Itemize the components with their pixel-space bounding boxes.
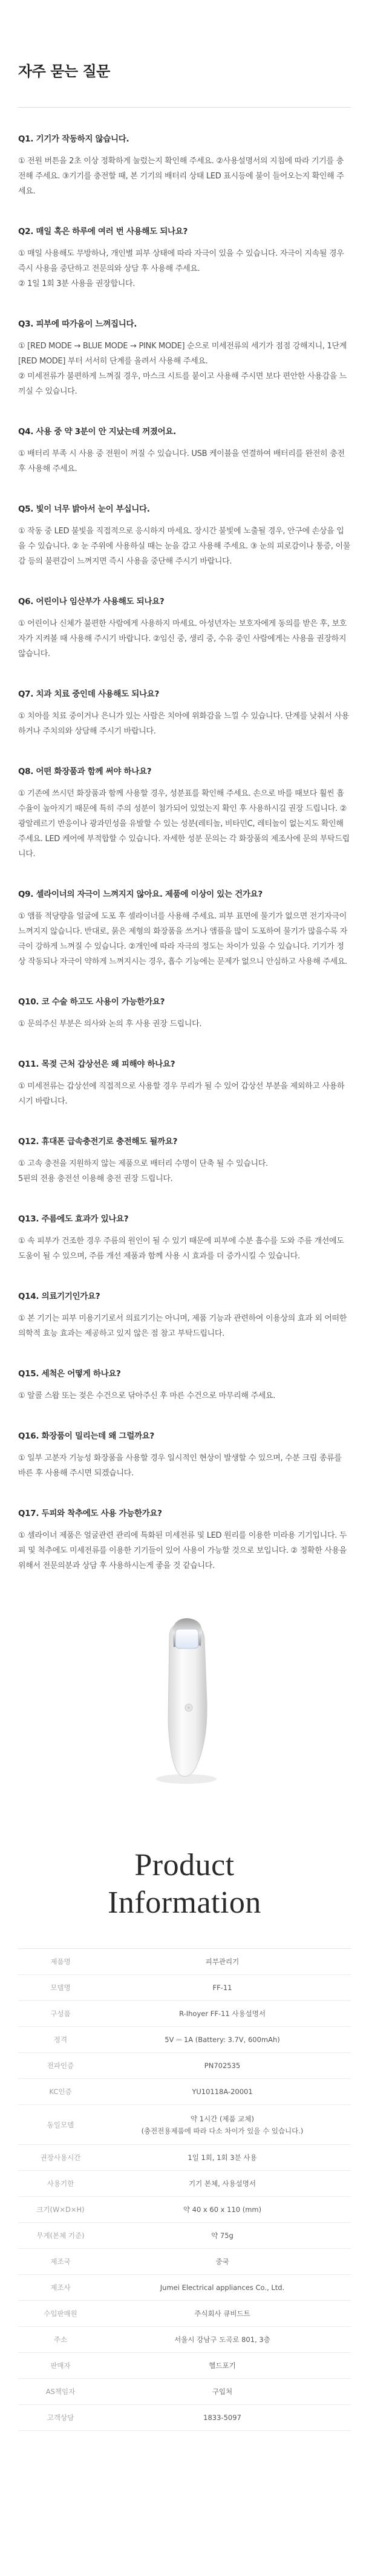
faq-answer: ① 치아를 치료 중이거나 은니가 있는 사람은 치아에 위화감을 느낄 수 있습니다. 단계를 낮춰서 사용하거나 주치의와 상담해 주시기 바랍니다. — [18, 712, 349, 736]
product-info-heading — [0, 1847, 369, 1922]
spec-value: 약 40 x 60 x 110 (mm) — [183, 2205, 262, 2214]
faq-answer: ① 미세전류는 갑상선에 직접적으로 사용할 경우 무리가 될 수 있어 갑상선 부분을 제외하고 사용하시기 바랍니다. — [18, 1082, 345, 1106]
faq-question: Q13. 주름에도 효과가 있나요? — [18, 1214, 129, 1224]
spec-row — [18, 2327, 351, 2353]
faq-question: Q16. 화장품이 밀리는데 왜 그럴까요? — [18, 1431, 154, 1441]
faq-answer: ① 문의주신 부분은 의사와 논의 후 사용 권장 드립니다. — [18, 1020, 202, 1029]
faq-answer: ① 일부 고분자 기능성 화장품을 사용할 경우 일시적인 현상이 발생할 수 있으며, 수분 크림 종류를 바른 후 사용해 주시면 되겠습니다. — [18, 1454, 342, 1478]
faq-item-15 — [18, 1367, 351, 1403]
faq-question: Q1. 기기가 작동하지 않습니다. — [18, 134, 129, 144]
faq-answer: ① 배터리 부족 시 사용 중 전원이 꺼질 수 있습니다. USB 케이블을 연결하여 배터리를 완전히 충전 후 사용해 주세요. — [18, 449, 345, 473]
faq-item-16 — [18, 1429, 351, 1481]
faq-item-11 — [18, 1057, 351, 1109]
spec-row — [18, 2079, 351, 2105]
spec-label: 크기(W×D×H) — [36, 2205, 85, 2214]
faq-item-1 — [18, 132, 351, 199]
spec-label: 정격 — [53, 2035, 68, 2044]
faq-item-10 — [18, 995, 351, 1032]
spec-row — [18, 2145, 351, 2171]
faq-question: Q8. 어떤 화장품과 함께 써야 하나요? — [18, 767, 152, 776]
spec-label: 수입판매원 — [44, 2309, 77, 2318]
bottom-spacer — [0, 2455, 369, 2576]
spec-row — [18, 2223, 351, 2249]
faq-question: Q12. 휴대폰 급속충전기로 충전해도 될까요? — [18, 1137, 178, 1147]
faq-answer: ① 어린이나 신체가 불편한 사람에게 사용하지 마세요. 아성년자는 보호자에게 동의를 받은 후, 보호자가 지켜볼 때 사용해 주시기 바랍니다. ②임신 중, 생리 중, 수유 중인 사람에게는 사용을 권장하지 않습니다. — [18, 619, 347, 659]
faq-answer: ① 작동 중 LED 불빛을 직접적으로 응시하지 마세요. 장시간 불빛에 노출될 경우, 안구에 손상을 입을 수 있습니다. ② 눈 주위에 사용하실 때는 눈을 감고 사용해 주세요. ③ 눈의 피로감이나 통증, 이물감 등의 불편감이 느껴지면 즉시 사용을 중단해 주시기 바랍니다. — [18, 527, 351, 566]
spec-value: 1833-5097 — [203, 2413, 241, 2422]
faq-item-7 — [18, 687, 351, 739]
spec-value: 피부관리기 — [205, 1957, 240, 1966]
faq-question: Q10. 코 수술 하고도 사용이 가능한가요? — [18, 997, 165, 1007]
faq-question: Q5. 빛이 너무 밝아서 눈이 부십니다. — [18, 504, 150, 514]
spec-row — [18, 2353, 351, 2379]
faq-question: Q15. 세척은 어떻게 하나요? — [18, 1369, 121, 1379]
spec-value: PN702535 — [204, 2061, 241, 2070]
faq-answer: ① 본 기기는 피부 미용기기로서 의료기기는 아니며, 제품 기능과 관련하여 이용상의 효과 외 어떠한 의학적 효능 효과는 제공하고 있지 않은 점 참고 부탁드립니다. — [18, 1314, 347, 1338]
spec-value: 기기 본체, 사용설명서 — [189, 2179, 256, 2188]
spec-label: 제조국 — [50, 2257, 71, 2266]
spec-row — [18, 1975, 351, 2001]
faq-question: Q17. 두피와 착추에도 사용 가능한가요? — [18, 1509, 162, 1518]
spec-label: 고객상담 — [47, 2413, 74, 2422]
faq-item-6 — [18, 594, 351, 662]
faq-question: Q7. 치과 치료 중인데 사용해도 되나요? — [18, 689, 160, 699]
faq-answer: ① 전원 버튼을 2초 이상 정확하게 눌렀는지 확인해 주세요. ②사용설명서의 지침에 따라 기기를 충전해 주세요. ③기기를 충전할 때, 본 기기의 배터리 상태 LED 표시등에 불이 들어오는지 확인해 주세요. — [18, 157, 344, 196]
spec-value: YU10118A-20001 — [192, 2087, 253, 2096]
faq-item-2 — [18, 224, 351, 291]
spec-row — [18, 2171, 351, 2197]
spec-row — [18, 2105, 351, 2145]
spec-label: 판매자 — [50, 2361, 71, 2370]
spec-row — [18, 2301, 351, 2327]
spec-row — [18, 2249, 351, 2275]
spec-value: 중국 — [215, 2257, 229, 2266]
spec-label: 모델명 — [50, 1983, 71, 1992]
beauty-device-image — [139, 1611, 230, 1786]
spec-label: 전파인증 — [47, 2061, 74, 2070]
spec-row — [18, 2197, 351, 2223]
product-heading-line2: Information — [108, 1885, 261, 1920]
spec-value: FF-11 — [212, 1983, 232, 1992]
device-image-wrap — [0, 1599, 369, 1823]
faq-answer: ① 셀라이너 제품은 얼굴관련 관리에 특화된 미세전류 및 LED 원리를 이용한 미라용 기기입니다. 두피 및 척추에도 미세전류를 이용한 기기들이 있어 사용이 가능할 것으로 보입니다. ② 정확한 사용을 위해서 전문의분과 상담 후 사용하시는게 좋을 것 같습니다. — [18, 1531, 347, 1570]
faq-question: Q4. 사용 중 약 3분이 안 지났는데 꺼졌어요. — [18, 427, 176, 437]
faq-title: 자주 묻는 질문 — [18, 63, 110, 80]
spec-row — [18, 2053, 351, 2079]
faq-question: Q11. 목젖 근처 갑상선은 왜 피해야 하나요? — [18, 1059, 175, 1069]
faq-item-13 — [18, 1212, 351, 1264]
faq-answer: ① 앰플 적당량을 얼굴에 도포 후 셀라이너를 사용해 주세요. 피부 표면에 물기가 없으면 전기자극이 느껴지지 않습니다. 반대로, 묽은 제형의 화장품을 쓰거나 앰플을 많이 도포하여 물기가 많을수록 자극이 강하게 느껴질 수 있습니다. ②개인에 따라 자극의 정도는 차이가 있을 수 있습니다. 기기가 정상 작동되나 자극이 약하게 느껴지시는 경우, 흡수 기능에는 문제가 없으니 안심하고 사용해 주세요. — [18, 912, 347, 966]
spec-label: 권장사용시간 — [40, 2153, 81, 2162]
spec-value: 5V ⎓ 1A (Battery: 3.7V, 600mAh) — [165, 2035, 280, 2044]
faq-item-3 — [18, 317, 351, 399]
product-info-section — [0, 1823, 369, 2455]
spec-row — [18, 1949, 351, 1975]
faq-question: Q3. 피부에 따가움이 느껴집니다. — [18, 319, 137, 329]
faq-question: Q9. 셀라이너의 자극이 느껴지지 않아요. 제품에 이상이 있는 건가요? — [18, 890, 263, 899]
spec-row — [18, 2379, 351, 2405]
faq-list — [0, 108, 369, 1573]
spec-row — [18, 2001, 351, 2027]
spec-label: 무게(본체 기준) — [36, 2231, 85, 2240]
faq-item-12 — [18, 1134, 351, 1186]
faq-item-4 — [18, 424, 351, 476]
faq-question: Q14. 의료기기인가요? — [18, 1292, 100, 1301]
spec-label: AS책임자 — [45, 2387, 76, 2396]
faq-question: Q6. 어린이나 임산부가 사용해도 되나요? — [18, 597, 165, 607]
spec-label: 동일모델 — [47, 2120, 74, 2129]
faq-answer: ① 매일 사용해도 무방하나, 개인별 피부 상태에 따라 자극이 있을 수 있습니다. 자극이 지속될 경우 즉시 사용을 중단하고 전문의와 상담 후 사용해 주세요. ② 1일 1회 3분 사용을 권장합니다. — [18, 249, 344, 288]
spec-value: 1일 1회, 1회 3분 사용 — [188, 2153, 257, 2162]
faq-answer: ① 고속 충전을 지원하지 않는 제품으로 배터리 수명이 단축 될 수 있습니다. 5핀의 전용 충전선 이용해 충전 권장 드립니다. — [18, 1159, 268, 1183]
spec-label: 제조사 — [50, 2283, 71, 2292]
spec-label: 사용기한 — [47, 2179, 74, 2188]
spec-row — [18, 2275, 351, 2301]
faq-question: Q2. 매일 혹은 하루에 여러 번 사용해도 되나요? — [18, 227, 188, 236]
faq-item-14 — [18, 1289, 351, 1341]
faq-item-17 — [18, 1506, 351, 1573]
faq-answer: ① [RED MODE → BLUE MODE → PINK MODE] 순으로 미세전류의 세기가 점점 강해지니, 1단계 [RED MODE] 부터 서서히 단계를 올려서 사용해 주세요. ② 미세전류가 불편하게 느껴질 경우, 마스크 시트를 붙이고 사용해 주시면 보다 편안한 사용감을 느끼실 수 있습니다. — [18, 342, 347, 396]
spec-value: R-Ihoyer FF-11 사용설명서 — [179, 2009, 266, 2018]
faq-item-9 — [18, 887, 351, 969]
spec-row — [18, 2405, 351, 2431]
faq-answer: ① 알콜 스왑 또는 젖은 수건으로 닦아주신 후 마른 수건으로 마무리해 주세요. — [18, 1391, 276, 1400]
faq-answer: ① 기존에 쓰시던 화장품과 함께 사용할 경우, 성분표를 확인해 주세요. 손으로 바를 때보다 훨씬 흡수율이 높아지기 때문에 특히 주의 성분이 첨가되어 있었는지 확인 후 사용하시길 권장 드립니다. ②광알레르기 반응이나 광과민성을 유발할 수 있는 성분(레티놀, 비타민C, 레티놀이 없는지도 확인해 주세요. LED 케어에 부적합할 수 있습니다. 자세한 성분 문의는 각 화장품의 제조사에 문의 부탁드립니다. — [18, 789, 350, 859]
spec-value: 헬드포기 — [209, 2361, 236, 2370]
product-heading-line1: Product — [134, 1848, 235, 1882]
spec-row — [18, 2027, 351, 2053]
spec-value: 구입처 — [212, 2387, 233, 2396]
spec-value: Jumei Electrical appliances Co., Ltd. — [160, 2283, 285, 2292]
spec-value: 약 75g — [211, 2231, 233, 2240]
faq-answer: ① 속 피부가 건조한 경우 주름의 원인이 될 수 있기 때문에 피부에 수분 흡수를 도와 주름 개선에도 도움이 될 수 있으며, 주름 개선 제품과 함께 사용 시 효과를 더 증가시킬 수 있습니다. — [18, 1237, 344, 1261]
spec-label: KC인증 — [49, 2087, 72, 2096]
spec-table — [18, 1948, 351, 2431]
spec-label: 구성품 — [50, 2009, 71, 2018]
spec-value: 서울시 강남구 도곡로 801, 3층 — [174, 2335, 270, 2344]
spec-value: 주식회사 큐비드트 — [194, 2309, 250, 2318]
spec-value: 약 1시간 (제품 교체) (충전전용제품에 따라 다소 차이가 있을 수 있습니다.) — [141, 2114, 304, 2135]
faq-item-8 — [18, 764, 351, 862]
spec-label: 주소 — [53, 2335, 68, 2344]
spec-label: 제품명 — [50, 1957, 71, 1966]
faq-item-5 — [18, 502, 351, 569]
